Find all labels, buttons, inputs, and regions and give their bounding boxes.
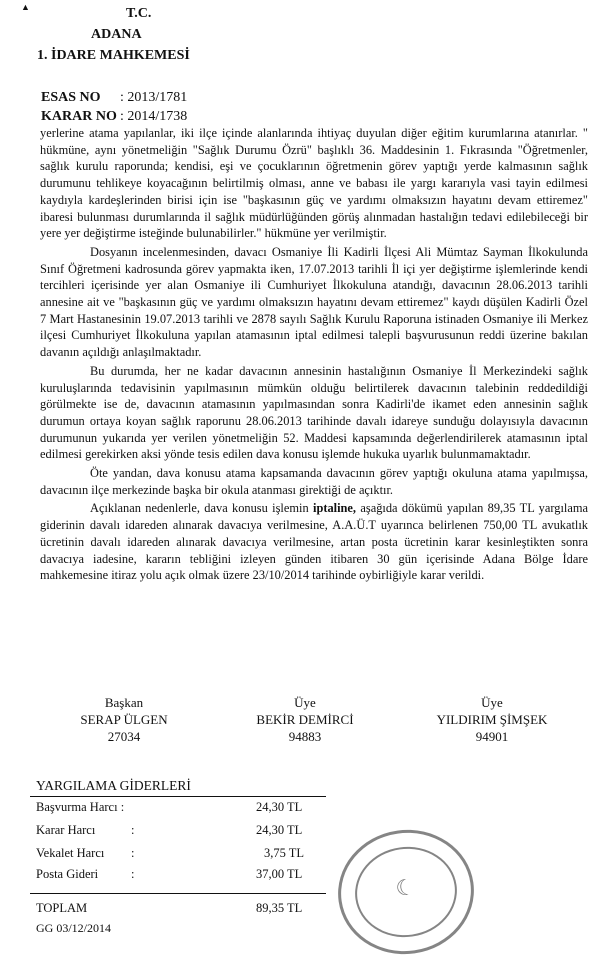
paragraph-verdict — [40, 500, 588, 584]
expense-colon: : — [131, 846, 135, 860]
signature-name: BEKİR DEMİRCİ — [256, 712, 354, 727]
paragraph-regulation: yerlerine atama yapılanlar, iki ilçe içinde alanlarında ihtiyaç duyulan diğer eğitim kurumlarına atanırlar. " hükmüne, aynı yönetmeliğin "Sağlık Durumu Özrü" başlıklı 36. Maddesinin 1. Fıkrasında "Öğretmenler, sağlık kurulu raporunda; kendisi, eşi ve çocuklarının öğretmenin görev yaptığı yerde kalmasının sağlık durumunu tehlikeye koyacağının belirtilmiş olması, anne ve babası ile yargı kararıyla vasi tayin edilmesi kaydıyla kardeşlerinden birisi için ise "başkasının güç ve yardımı olmaksızın hayatını devam ettiremez" ibaresi bulunması durumlarında il sağlık müdürlüğünden görüş alınmadan hastalığın tedavi edilebileceği bir yere yer değiştirme isteğinde bulunabilirler." hükmüne yer verilmiştir. — [40, 126, 588, 241]
signature-president — [34, 694, 214, 745]
court-seal-stamp — [330, 821, 482, 963]
expense-row — [36, 800, 316, 818]
signature-role: Üye — [481, 695, 503, 710]
karar-label: KARAR NO — [41, 109, 117, 124]
decision-body — [40, 125, 588, 584]
expenses-footer-date: GG 03/12/2014 — [36, 921, 111, 935]
expense-total-value: 89,35 TL — [256, 901, 303, 915]
paragraph-other-hand: Öte yandan, dava konusu atama kapsamanda davacının görev yaptığı okuluna atama yapılmışsa, davacının ilçe merkezinde başka bir okula atanması girektiği de açıktır. — [40, 466, 588, 497]
expense-label: Karar Harcı — [36, 823, 96, 837]
expenses-divider-bottom — [30, 893, 326, 894]
signature-name: YILDIRIM ŞİMŞEK — [436, 712, 548, 727]
expense-total-row — [36, 901, 316, 919]
expenses-divider-top — [30, 796, 326, 797]
paragraph-case-file: Dosyanın incelenmesinden, davacı Osmaniye İli Kadirli İlçesi Ali Mümtaz Sayman İlkokulunda Sınıf Öğretmeni kadrosunda görev yapmakta iken, 17.07.2013 tarihli İl içi yer değiştirme işlemlerinde kendi tercihleri içerisinde yer alan Osmaniye ili Cumhuriyet İlkokuluna atandığı, davacının 28.06.2013 tarihli annesine ait ve "başkasının güç ve yardımı olmaksızın hayatını devam ettiremez" kaydı düşülen Kadirli Özel 7 Mart Hastanesinin 19.07.2013 tarihli ve 2878 sayılı Sağlık Kurulu Raporuna istinaden Osmaniye ili Merkez ilçesi Cumhuriyet İlkokuluna yapılan atamasının iptal edilmesi talepli başvurusunun reddi üzerine bakılan davanın açıldığı anlaşılmaktadır. — [40, 244, 588, 360]
karar-value: : 2014/1738 — [120, 109, 188, 124]
expense-value: 37,00 TL — [256, 867, 303, 881]
expense-label: Posta Gideri — [36, 867, 99, 881]
expense-value: 24,30 TL — [256, 823, 303, 837]
expense-colon: : — [131, 823, 135, 837]
signature-member-1 — [215, 694, 395, 745]
expense-label: Vekalet Harcı — [36, 846, 105, 860]
court-name: 1. İDARE MAHKEMESİ — [37, 48, 190, 63]
signature-role: Başkan — [104, 695, 144, 710]
expense-row — [36, 846, 316, 864]
expense-label: Başvurma Harcı : — [36, 800, 125, 814]
header-arrow: ▲ — [21, 2, 30, 12]
expense-total-label: TOPLAM — [36, 901, 88, 915]
seal-crescent-icon: ☾ — [393, 873, 417, 902]
signature-id: 94901 — [475, 729, 509, 744]
expense-value: 24,30 TL — [256, 800, 303, 814]
signature-name: SERAP ÜLGEN — [80, 712, 168, 727]
signature-id: 94883 — [288, 729, 322, 744]
verdict-text-start: Açıklanan nedenlerle, dava konusu işlemin — [90, 501, 313, 516]
header-tc: T.C. — [126, 6, 152, 21]
expense-colon: : — [131, 867, 135, 881]
paragraph-assessment: Bu durumda, her ne kadar davacının annesinin hastalığının Osmaniye İl Merkezindeki sağlık kuruluşlarında tedavisinin yapılmasının mümkün olduğu belirtilerek davacının talebinin reddedildiği görülmekte ise de, davacının atamasının yapılmasından sonra Kadirli'de ikamet eden annesinin sağlık durumun ortaya koyan sağlık raporunu 28.06.2013 tarihinde davalı idareye sunduğu dolayısıyla davacının durumunun yukarıda yer verilen yönetmeliğin 52. Maddesi kapsamında değerlendirilerek atamasının iptal edilmesi gerekirken aksi yönde tesis edilen dava konusu işlemde hukuka uyarlık bulunmamaktadır. — [40, 363, 588, 462]
header-city: ADANA — [91, 27, 142, 42]
expense-row — [36, 867, 316, 885]
signature-member-2 — [402, 694, 582, 745]
expense-row — [36, 823, 316, 841]
expense-value: 3,75 TL — [264, 846, 305, 860]
esas-value: : 2013/1781 — [120, 90, 188, 105]
verdict-annulment: iptaline, — [313, 501, 357, 516]
signature-role: Üye — [294, 695, 316, 710]
expenses-title: YARGILAMA GİDERLERİ — [36, 778, 191, 793]
verdict-text-end: aşağıda dökümü yapılan 89,35 TL yargılama giderinin davalı idareden alınarak davacıya verilmesine, A.A.Ü.T uyarınca belirlenen 750,00 TL avukatlık ücretinin davalı idareden alınarak davacıya verilmesine, artan posta ücretinin karar kesinleştikten sonra davacıya iadesine, kararın tebliğini izleyen günden itibaren 30 gün içerisinde Adana Bölge İdare mahkemesine itiraz yolu açık olmak üzere 23/10/2014 tarihinde oybirliğiyle karar verildi. — [40, 501, 588, 583]
esas-label: ESAS NO — [41, 90, 101, 105]
signature-id: 27034 — [107, 729, 141, 744]
